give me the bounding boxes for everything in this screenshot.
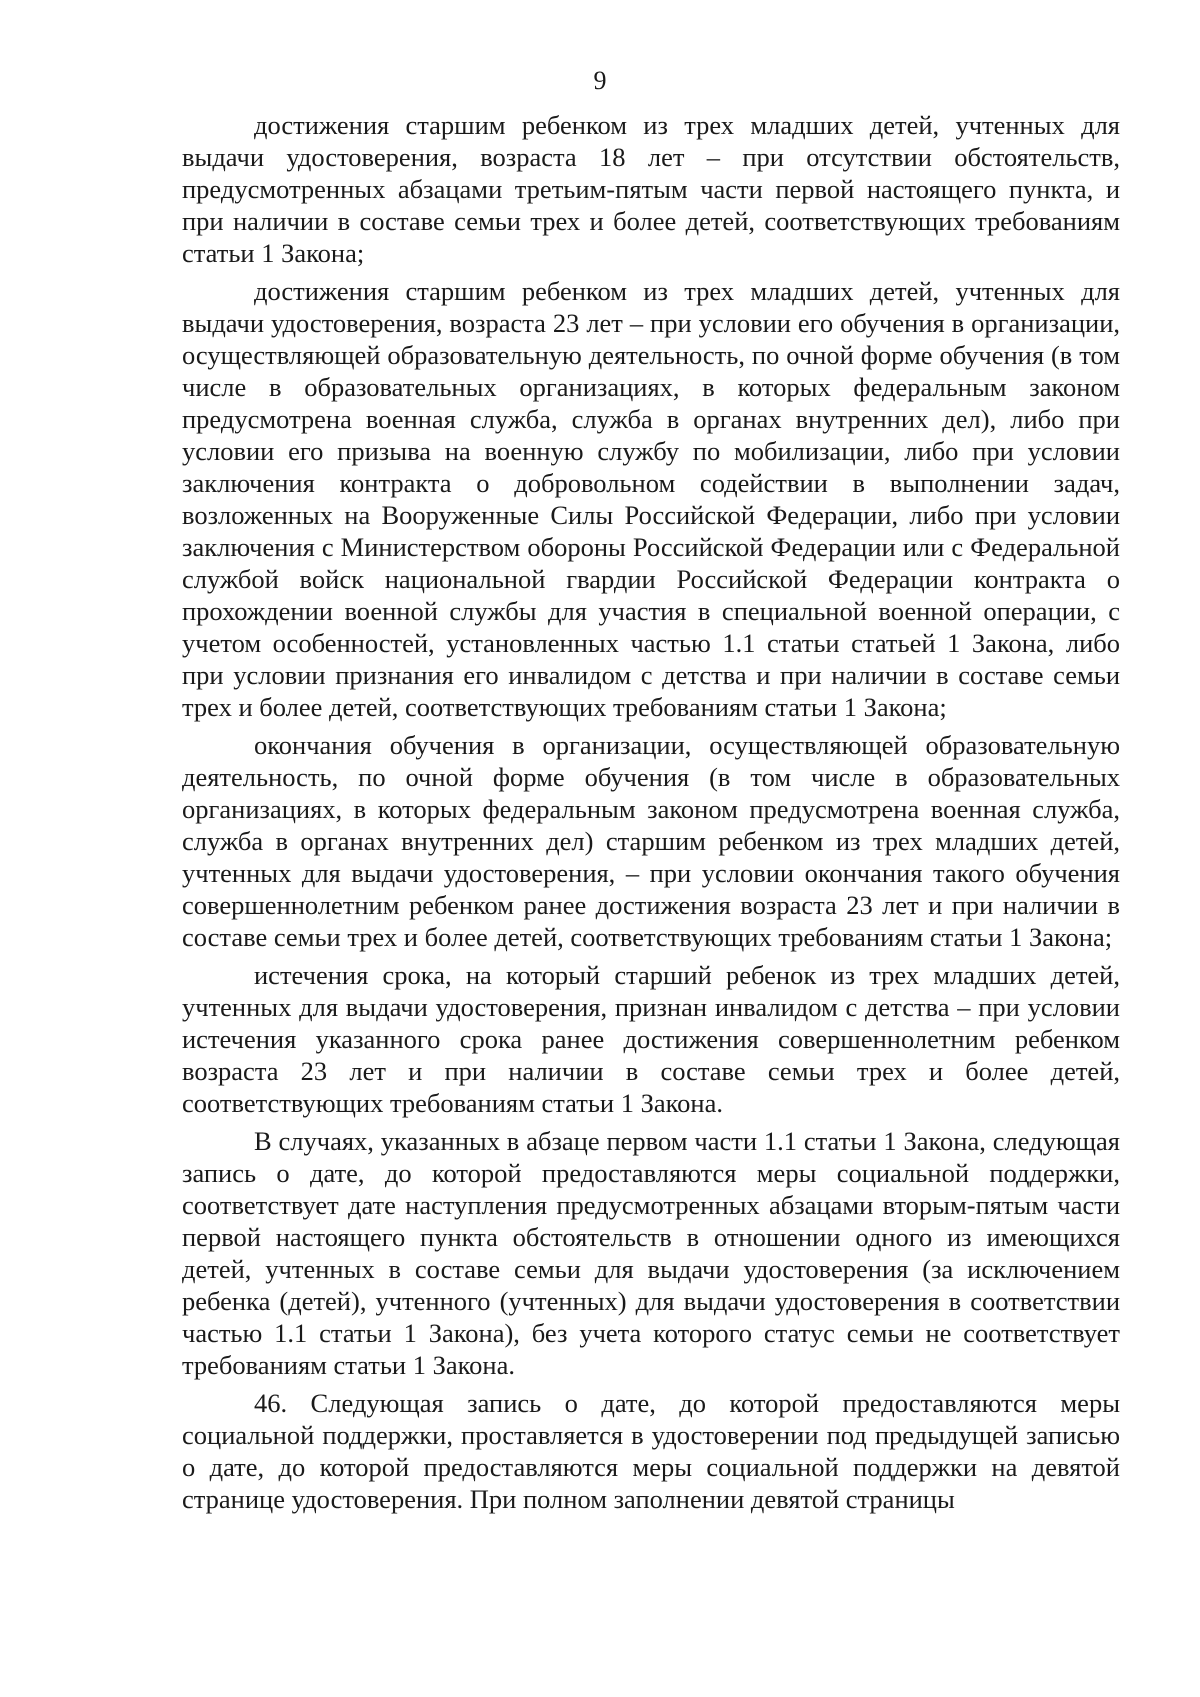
paragraph-age-18: достижения старшим ребенком из трех младших детей, учтенных для выдачи удостоверения, возраста 18 лет – при отсутствии обстоятельств, предусмотренных абзацами третьим-пятым части первой настоящего пункта, и при наличии в составе семьи трех и более детей, соответствующих требованиям статьи 1 Закона; [182,110,1120,268]
paragraph-end-of-study: окончания обучения в организации, осуществляющей образовательную деятельность, по очной форме обучения (в том числе в образовательных организациях, в которых федеральным законом предусмотрена военная служба, служба в органах внутренних дел) старшим ребенком из трех младших детей, учтенных для выдачи удостоверения, – при условии окончания такого обучения совершеннолетним ребенком ранее достижения возраста 23 лет и при наличии в составе семьи трех и более детей, соответствующих требованиям статьи 1 Закона; [182,730,1120,952]
paragraph-disability-term: истечения срока, на который старший ребенок из трех младших детей, учтенных для выдачи удостоверения, признан инвалидом с детства – при условии истечения указанного срока ранее достижения совершеннолетним ребенком возраста 23 лет и при наличии в составе семьи трех и более детей, соответствующих требованиям статьи 1 Закона. [182,960,1120,1118]
page-number: 9 [593,66,607,95]
paragraph-item-46: 46. Следующая запись о дате, до которой предоставляются меры социальной поддержки, проставляется в удостоверении под предыдущей записью о дате, до которой предоставляются меры социальной поддержки на девятой странице удостоверения. При полном заполнении девятой страницы [182,1388,1120,1514]
paragraph-part-1-1-cases: В случаях, указанных в абзаце первом части 1.1 статьи 1 Закона, следующая запись о дате, до которой предоставляются меры социальной поддержки, соответствует дате наступления предусмотренных абзацами вторым-пятым части первой настоящего пункта обстоятельств в отношении одного из имеющихся детей, учтенных в составе семьи для выдачи удостоверения (за исключением ребенка (детей), учтенного (учтенных) для выдачи удостоверения в соответствии частью 1.1 статьи 1 Закона), без учета которого статус семьи не соответствует требованиям статьи 1 Закона. [182,1126,1120,1380]
paragraph-age-23: достижения старшим ребенком из трех младших детей, учтенных для выдачи удостоверения, возраста 23 лет – при условии его обучения в организации, осуществляющей образовательную деятельность, по очной форме обучения (в том числе в образовательных организациях, в которых федеральным законом предусмотрена военная служба, служба в органах внутренних дел), либо при условии его призыва на военную службу по мобилизации, либо при условии заключения контракта о добровольном содействии в выполнении задач, возложенных на Вооруженные Силы Российской Федерации, либо при условии заключения с Министерством обороны Российской Федерации или с Федеральной службой войск национальной гвардии Российской Федерации контракта о прохождении военной службы для участия в специальной военной операции, с учетом особенностей, установленных частью 1.1 статьи статьей 1 Закона, либо при условии признания его инвалидом с детства и при наличии в составе семьи трех и более детей, соответствующих требованиям статьи 1 Закона; [182,276,1120,722]
document-body [182,109,1120,1515]
